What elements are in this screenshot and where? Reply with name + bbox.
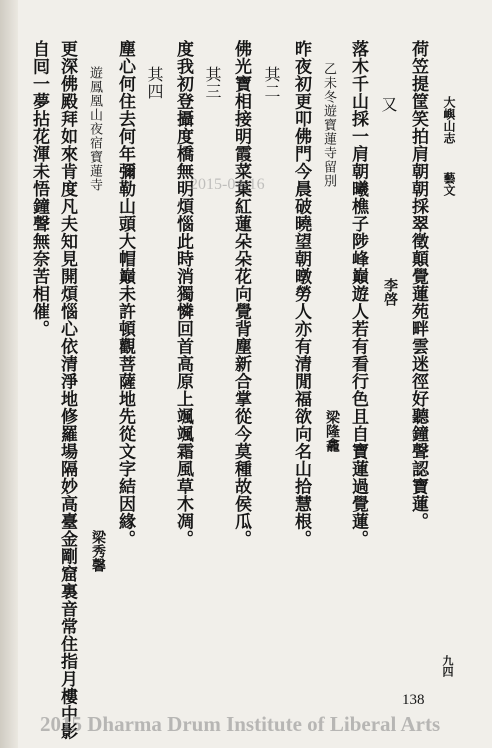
poem-line: 昨夜初更叩佛門今晨破曉望朝暾勞人亦有清閒福欲向名山拾慧根。 — [291, 40, 311, 548]
poem-line: 荷笠提筐笑拍肩朝朝採翠徵顛覺蓮苑畔雲迷徑好聽鐘聲認寶蓮。 — [408, 40, 428, 530]
poem-title: 其二 — [262, 66, 281, 100]
poem-line: 落木千山採一肩朝曦樵子陟峰巔遊人若有看行色且自寶蓮過覺蓮。 — [348, 40, 368, 548]
poem-line: 度我初登攝度橋無明煩惱此時消獨憐回首高原上颯颯霜風草木凋。 — [173, 40, 193, 548]
page-number: 138 — [402, 692, 425, 708]
poem-line: 塵心何住去何年彌勒山頭大帽巔未許頓觀菩薩地先從文字結因緣。 — [115, 40, 135, 548]
poem-title: 其三 — [203, 66, 222, 100]
date-watermark: 2015-04-16 — [190, 176, 265, 193]
book-title-header: 大嶼山志 — [442, 96, 456, 144]
poem-title: 遊鳳凰山夜宿寶蓮寺 — [87, 66, 102, 192]
poem-title: 其四 — [145, 66, 164, 100]
author-name: 梁隆龕 — [324, 410, 340, 452]
poem-line: 自囘一夢拈花渾未悟鐘聲無奈苦相催。 — [29, 40, 49, 338]
poem-line: 更深佛殿拜如來肯度凡夫知見開煩惱心依清淨地修羅場隔妙高臺金剛窟裏音常住指月樓中影 — [57, 40, 77, 740]
poem-title: 又 — [379, 96, 398, 113]
institute-watermark: 2015 Dharma Drum Institute of Liberal Arts — [40, 712, 441, 736]
section-header: 藝文 — [442, 172, 456, 196]
author-name: 李啓 — [382, 278, 398, 306]
page-number-cjk: 九四 — [441, 655, 454, 677]
binding-shadow — [0, 0, 18, 748]
poem-title: 乙未冬遊寶蓮寺留別 — [321, 62, 336, 188]
poem-line: 佛光寶相接明霞菜葉紅蓮朵朵花向覺背塵新合掌從今莫種故侯瓜。 — [231, 40, 251, 548]
author-name: 梁秀馨 — [90, 530, 106, 572]
